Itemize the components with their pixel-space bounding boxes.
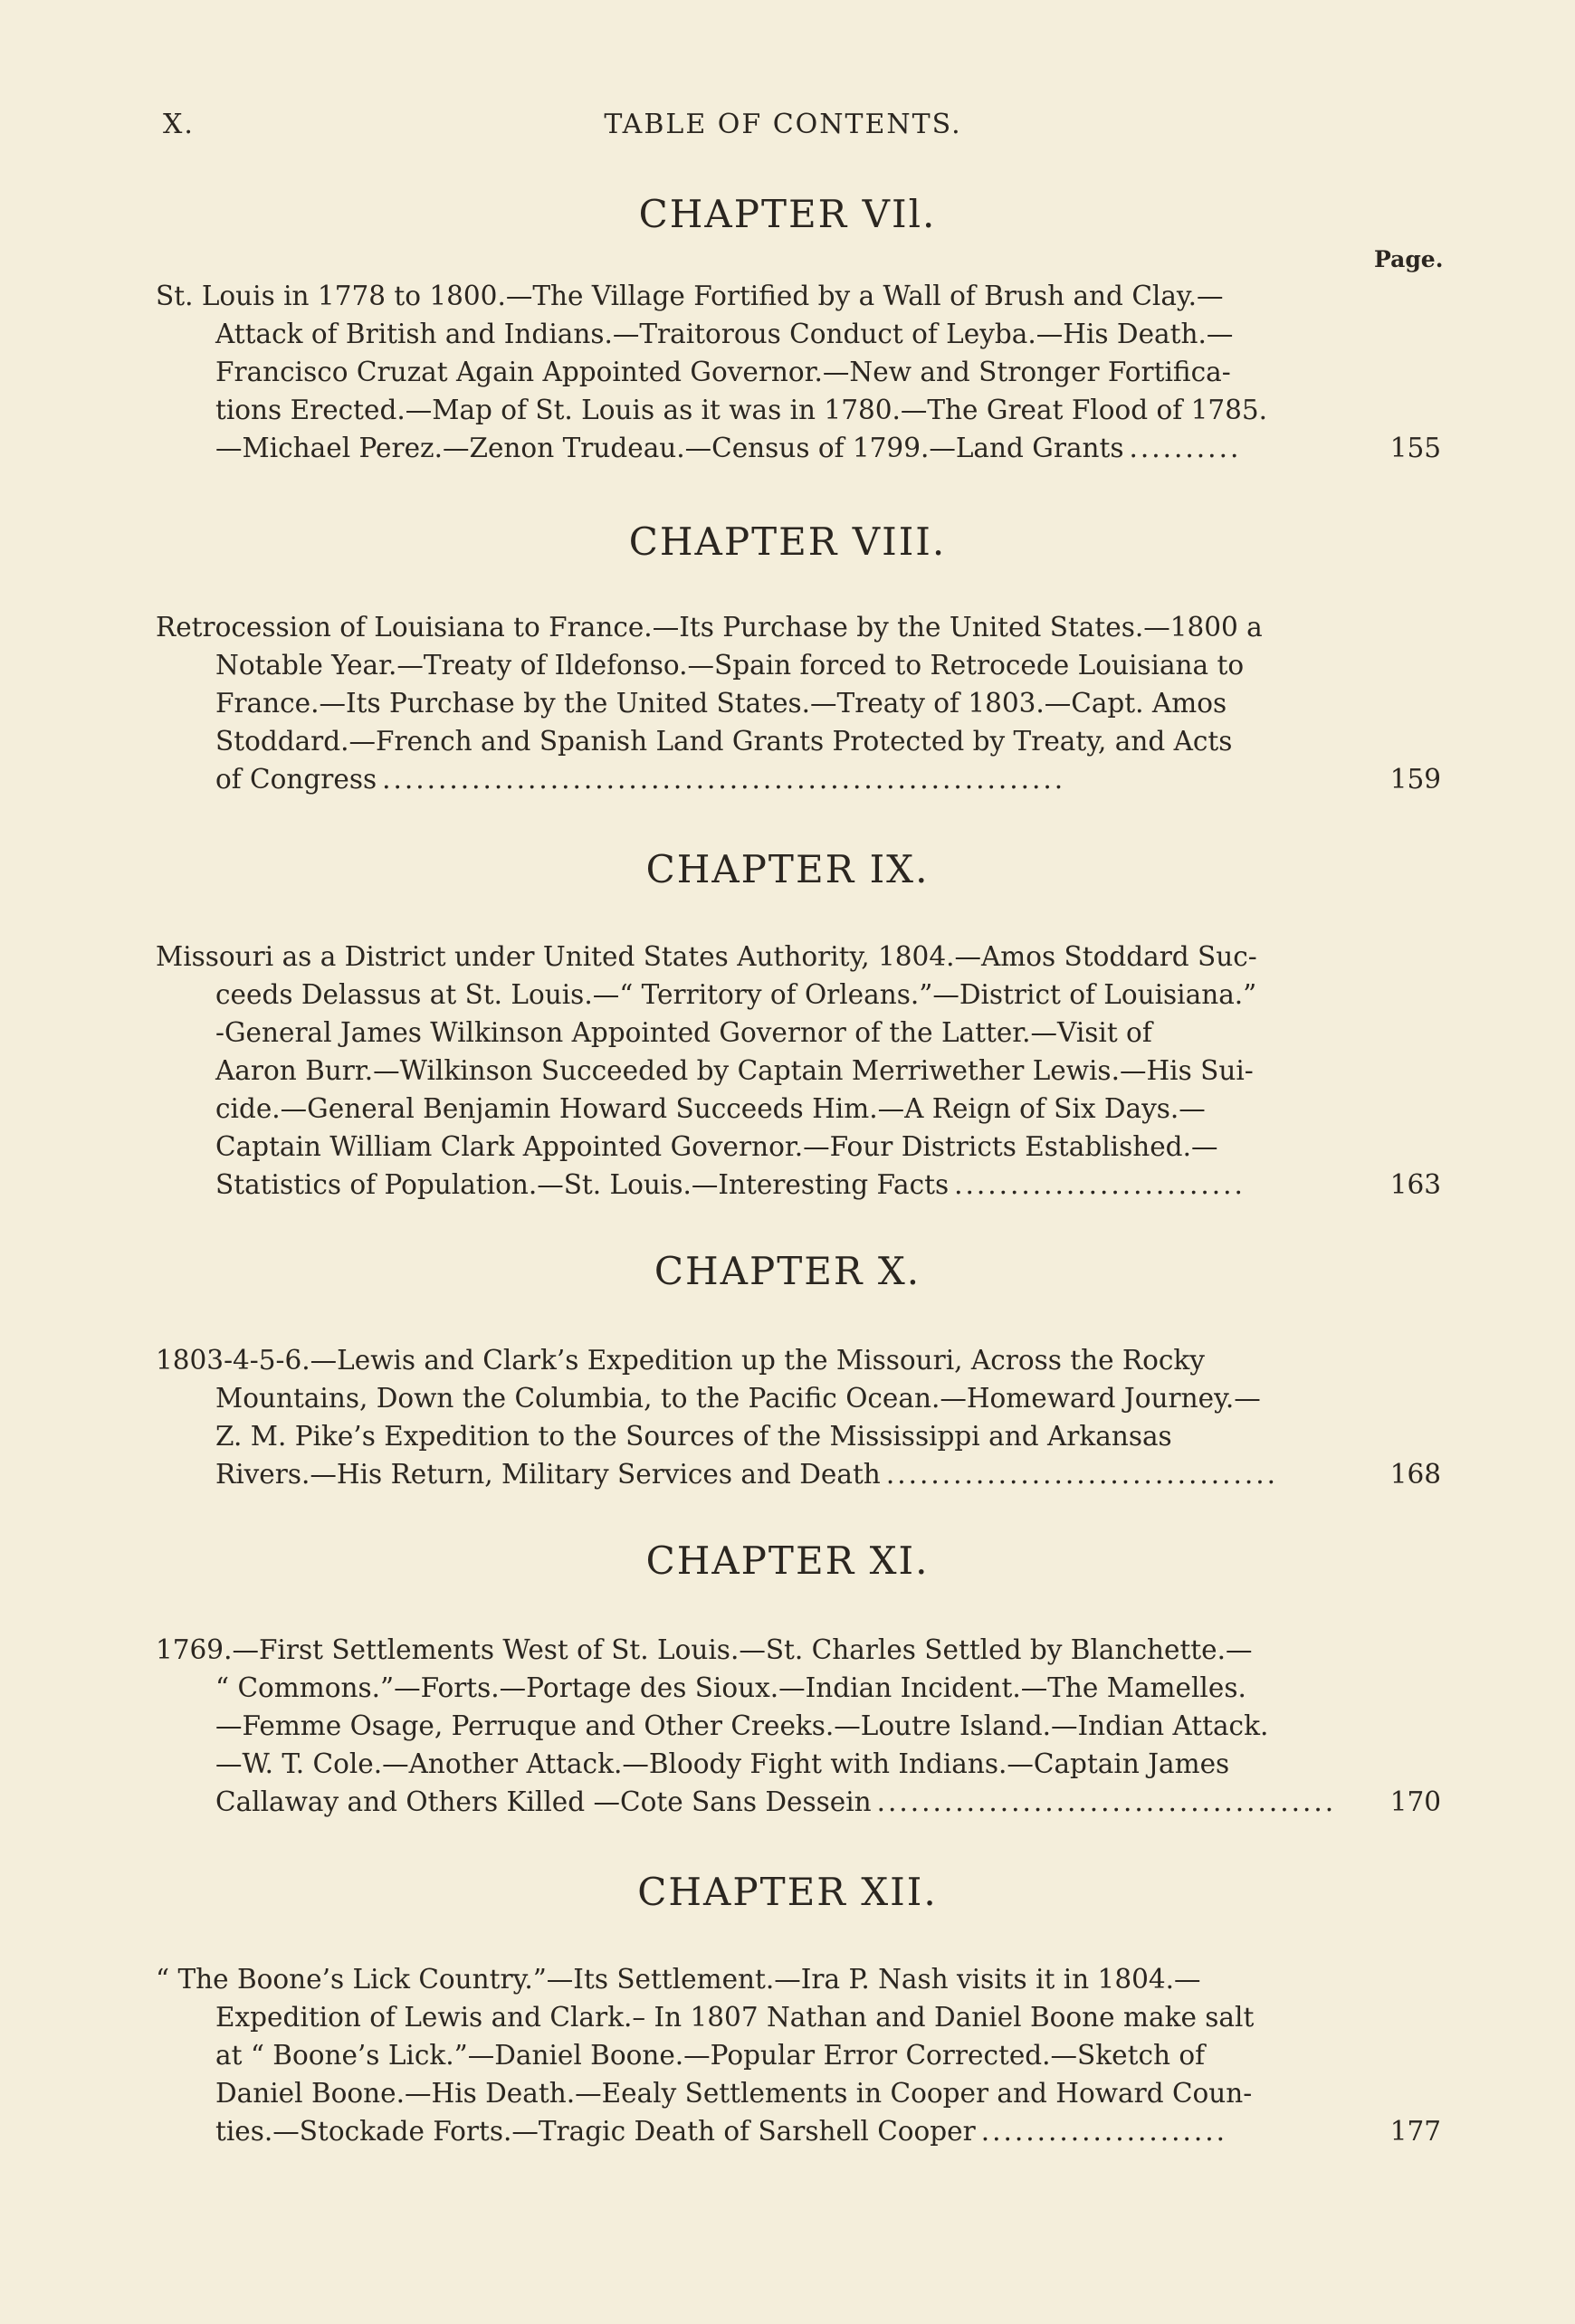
page-number: 159 bbox=[1389, 764, 1441, 795]
entry-line: Captain William Clark Appointed Governor.—Four Districts Established.— bbox=[215, 1131, 1218, 1162]
dot-leader: .......................... bbox=[954, 1169, 1246, 1200]
toc-entry bbox=[156, 608, 1441, 798]
entry-line: 1769.—First Settlements West of St. Louis.—St. Charles Settled by Blanchette.— bbox=[156, 1634, 1253, 1665]
entry-line: —Femme Osage, Perruque and Other Creeks.—Loutre Island.—Indian Attack. bbox=[215, 1710, 1269, 1741]
entry-line: Missouri as a District under United States Authority, 1804.—Amos Stoddard Suc- bbox=[156, 941, 1257, 972]
chapter-heading: CHAPTER XII. bbox=[637, 1870, 938, 1914]
dot-leader: ......................................... bbox=[876, 1786, 1337, 1817]
entry-last-line: Statistics of Population.—St. Louis.—Interesting Facts .......................... 163 bbox=[156, 1166, 1441, 1204]
entry-line: “ The Boone’s Lick Country.”—Its Settlement.—Ira P. Nash visits it in 1804.— bbox=[156, 1964, 1201, 1995]
toc-entry bbox=[156, 1341, 1441, 1493]
chapter-heading: CHAPTER VIl. bbox=[638, 192, 937, 236]
chapter-heading: CHAPTER X. bbox=[654, 1249, 921, 1293]
page-column-label: Page. bbox=[1374, 246, 1444, 272]
page-number: 170 bbox=[1389, 1786, 1441, 1817]
entry-last-line: of Congress ............................................................. 159 bbox=[156, 760, 1441, 798]
entry-line: —W. T. Cole.—Another Attack.—Bloody Fight with Indians.—Captain James bbox=[215, 1748, 1230, 1779]
entry-last-line: —Michael Perez.—Zenon Trudeau.—Census of 1799.—Land Grants .......... 155 bbox=[156, 429, 1441, 467]
entry-line: Mountains, Down the Columbia, to the Pacific Ocean.—Homeward Journey.— bbox=[215, 1383, 1261, 1414]
toc-entry bbox=[156, 277, 1441, 467]
page-folio: X. bbox=[163, 109, 195, 140]
entry-line: tions Erected.—Map of St. Louis as it was in 1780.—The Great Flood of 1785. bbox=[215, 395, 1268, 425]
entry-last-line: Callaway and Others Killed —Cote Sans Dessein ......................................... 170 bbox=[156, 1783, 1441, 1821]
page-number: 163 bbox=[1389, 1169, 1441, 1200]
entry-line: “ Commons.”—Forts.—Portage des Sioux.—Indian Incident.—The Mamelles. bbox=[215, 1672, 1246, 1703]
toc-entry bbox=[156, 938, 1441, 1204]
dot-leader: .......... bbox=[1129, 433, 1242, 463]
entry-line: Stoddard.—French and Spanish Land Grants Protected by Treaty, and Acts bbox=[215, 726, 1233, 757]
page-number: 177 bbox=[1389, 2116, 1441, 2147]
entry-line: Francisco Cruzat Again Appointed Governor.—New and Stronger Fortifica- bbox=[215, 357, 1231, 387]
dot-leader: ............................................................. bbox=[382, 764, 1066, 795]
page-number: 155 bbox=[1389, 433, 1441, 463]
entry-line: -General James Wilkinson Appointed Governor of the Latter.—Visit of bbox=[215, 1017, 1152, 1048]
entry-line: St. Louis in 1778 to 1800.—The Village Fortified by a Wall of Brush and Clay.— bbox=[156, 281, 1224, 311]
entry-last-line: ties.—Stockade Forts.—Tragic Death of Sarshell Cooper ...................... 177 bbox=[156, 2112, 1441, 2150]
entry-line: Retrocession of Louisiana to France.—Its Purchase by the United States.—1800 a bbox=[156, 612, 1263, 643]
entry-line: at “ Boone’s Lick.”—Daniel Boone.—Popular Error Corrected.—Sketch of bbox=[215, 2040, 1206, 2071]
page-number: 168 bbox=[1389, 1459, 1441, 1490]
chapter-heading: CHAPTER XI. bbox=[645, 1538, 930, 1583]
entry-line: Z. M. Pike’s Expedition to the Sources of the Mississippi and Arkansas bbox=[215, 1421, 1172, 1452]
dot-leader: ...................... bbox=[980, 2116, 1228, 2147]
entry-line: France.—Its Purchase by the United States.—Treaty of 1803.—Capt. Amos bbox=[215, 688, 1227, 719]
dot-leader: ................................... bbox=[885, 1459, 1279, 1490]
toc-entry bbox=[156, 1960, 1441, 2150]
entry-line: Daniel Boone.—His Death.—Eealy Settlements in Cooper and Howard Coun- bbox=[215, 2078, 1253, 2109]
entry-line: Attack of British and Indians.—Traitorous Conduct of Leyba.—His Death.— bbox=[215, 319, 1234, 349]
entry-line: 1803-4-5-6.—Lewis and Clark’s Expedition up the Missouri, Across the Rocky bbox=[156, 1345, 1205, 1376]
entry-line: Notable Year.—Treaty of Ildefonso.—Spain forced to Retrocede Louisiana to bbox=[215, 650, 1245, 681]
entry-line: cide.—General Benjamin Howard Succeeds Him.—A Reign of Six Days.— bbox=[215, 1093, 1206, 1124]
running-head bbox=[154, 109, 1412, 145]
toc-entry bbox=[156, 1631, 1441, 1821]
running-head-title: TABLE OF CONTENTS. bbox=[604, 109, 962, 140]
entry-last-line: Rivers.—His Return, Military Services and Death ................................... 168 bbox=[156, 1455, 1441, 1493]
entry-line: Aaron Burr.—Wilkinson Succeeded by Captain Merriwether Lewis.—His Sui- bbox=[215, 1055, 1254, 1086]
entry-line: ceeds Delassus at St. Louis.—“ Territory of Orleans.”—District of Louisiana.” bbox=[215, 979, 1257, 1010]
entry-line: Expedition of Lewis and Clark.– In 1807 Nathan and Daniel Boone make salt bbox=[215, 2002, 1255, 2033]
chapter-heading: CHAPTER IX. bbox=[645, 847, 930, 891]
chapter-heading: CHAPTER VIII. bbox=[628, 519, 947, 564]
